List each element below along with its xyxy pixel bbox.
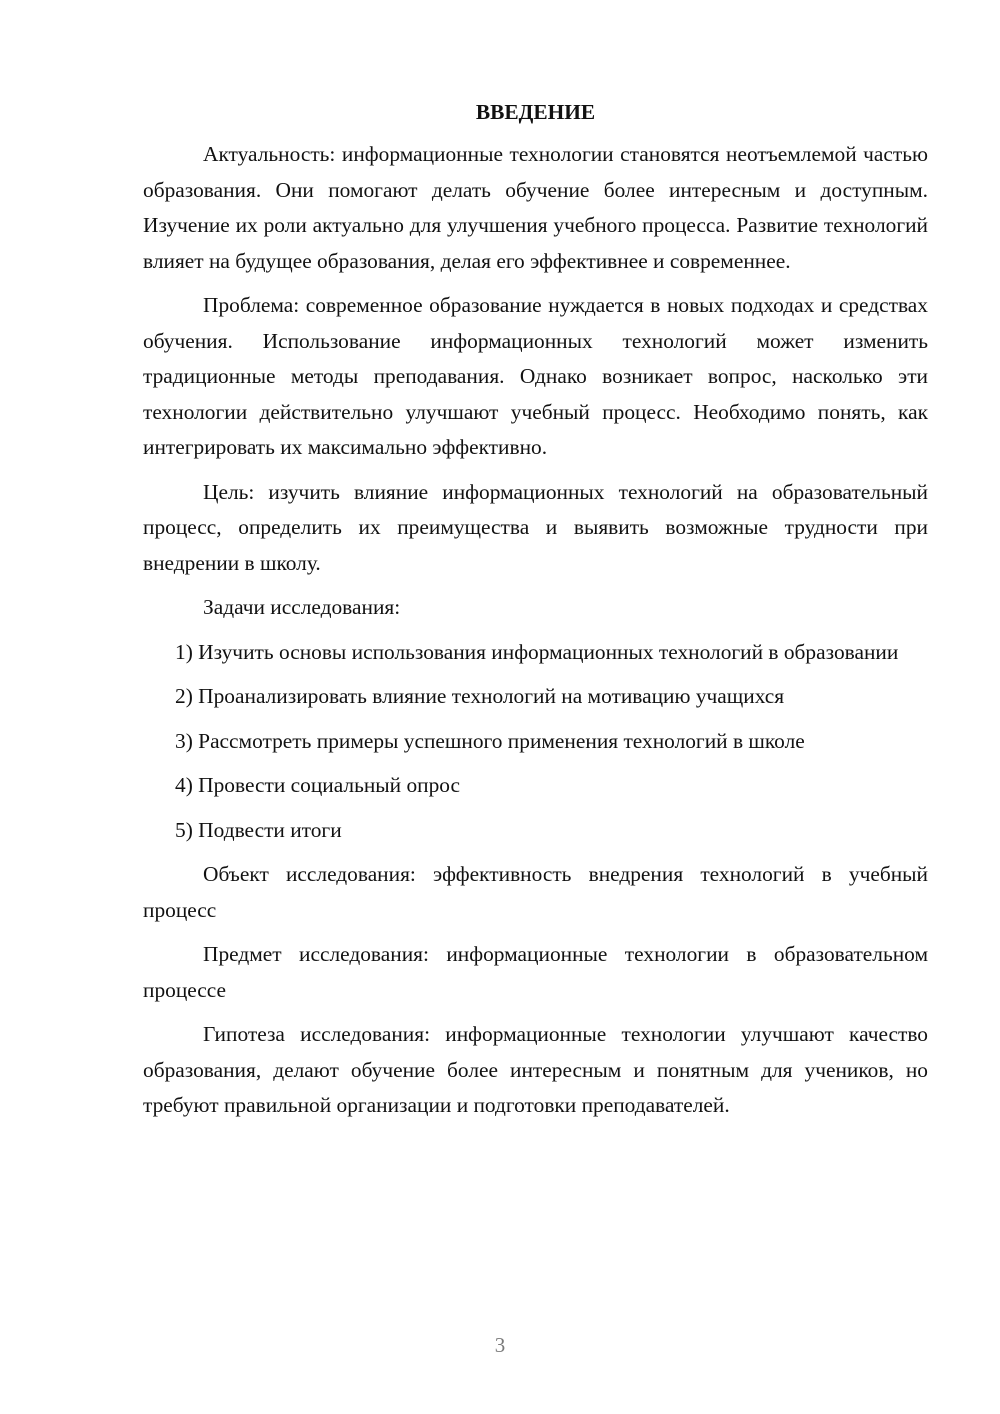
paragraph-hypothesis: Гипотеза исследования: информационные технологии улучшают качество образования, делают обучение более интересным и понятным для учеников, но требуют правильной организации и подготовки преподавателей. (143, 1022, 928, 1117)
task-item-3: 3) Рассмотреть примеры успешного применения технологий в школе (175, 728, 805, 753)
paragraph-subject: Предмет исследования: информационные технологии в образовательном процессе (143, 942, 928, 1002)
paragraph-object: Объект исследования: эффективность внедрения технологий в учебный процесс (143, 862, 928, 922)
paragraph-problem: Проблема: современное образование нуждается в новых подходах и средствах обучения. Использование информационных технологий может изменить традиционные методы преподавания. Однако возникает вопрос, насколько эти технологии действительно улучшают учебный процесс. Необходимо понять, как интегрировать их максимально эффективно. (143, 293, 928, 459)
page-number: 3 (494, 1333, 506, 1357)
paragraph-relevance: Актуальность: информационные технологии становятся неотъемлемой частью образования. Они помогают делать обучение более интересным и доступным. Изучение их роли актуально для улучшения учебного процесса. Развитие технологий влияет на будущее образования, делая его эффективнее и современнее. (143, 142, 928, 273)
section-title: ВВЕДЕНИЕ (475, 100, 596, 124)
task-item-2: 2) Проанализировать влияние технологий на мотивацию учащихся (175, 684, 785, 708)
paragraph-tasks-heading: Задачи исследования: (203, 595, 401, 619)
paragraph-goal: Цель: изучить влияние информационных технологий на образовательный процесс, определить их преимущества и выявить возможные трудности при внедрении в школу. (143, 479, 928, 575)
page-body (143, 96, 928, 1133)
task-item-1: 1) Изучить основы использования информационных технологий в образовании (175, 639, 899, 664)
task-item-5: 5) Подвести итоги (175, 817, 342, 842)
task-item-4: 4) Провести социальный опрос (175, 773, 461, 797)
